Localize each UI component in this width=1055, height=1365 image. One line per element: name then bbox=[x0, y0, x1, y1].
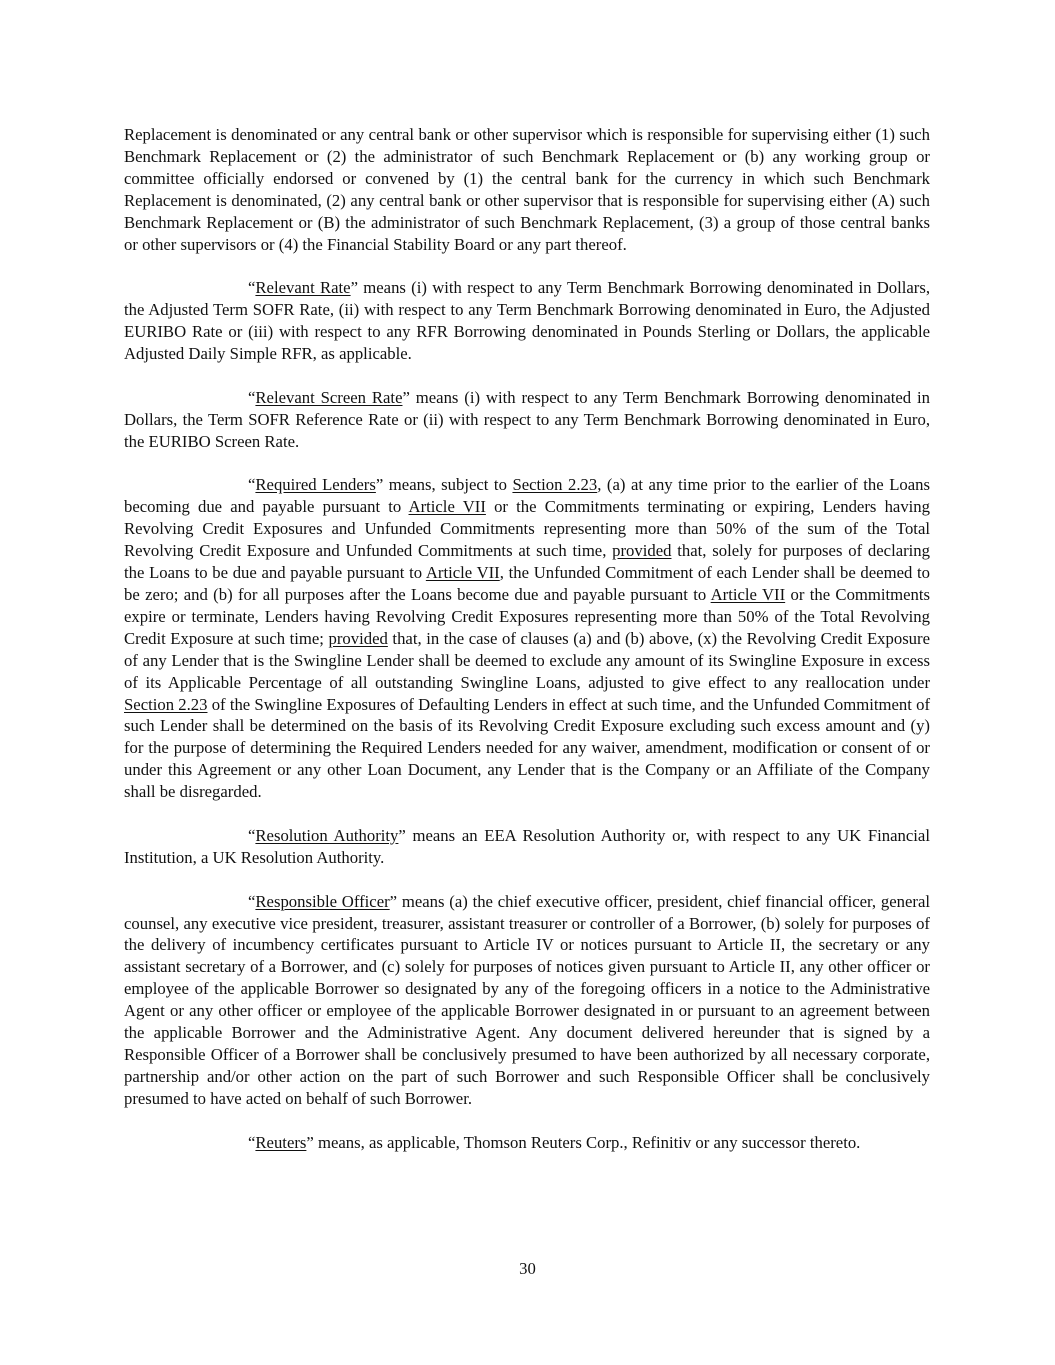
cross-reference: Article VII bbox=[408, 497, 486, 517]
definition-paragraph: “Reuters” means, as applicable, Thomson Reuters Corp., Refinitiv or any successor thereto. bbox=[248, 1132, 861, 1152]
page-number: 30 bbox=[519, 1259, 536, 1278]
continuation-paragraph: Replacement is denominated or any central bank or other supervisor which is responsible for supervising either (1) such Benchmark Replacement or (2) the administrator of such Benchmark Replacement or (b) any working group or committee officially endorsed or convened by (1) the central bank for the currency in which such Benchmark Replacement is denominated, (2) any central bank or other supervisor that is responsible for supervising either (A) such Benchmark Replacement or (B) the administrator of such Benchmark Replacement, (3) a group of those central banks or other supervisors or (4) the Financial Stability Board or any part thereof. bbox=[124, 125, 930, 254]
definition-text: , (a) at any time prior to the earlier of the Loans becoming due and payable pursuant to bbox=[124, 475, 930, 517]
definition-text: or the Commitments terminating or expiring, Lenders having Revolving Credit Exposures and Unfunded Commitments representing more than 50% of the sum of the Total Revolving Credit Exposure and Unfunded Commitments at such time, bbox=[124, 497, 930, 561]
definition-text: ” means (a) the chief executive officer, president, chief financial officer, general counsel, any executive vice president, treasurer, assistant treasurer or controller of a Borrower, (b) solely for purposes of the delivery of incumbency certificates pursuant to Article IV or notices pursuant to Article II, the secretary or any assistant secretary of a Borrower, and (c) solely for purposes of notices given pursuant to Article II, any other officer or employee of the applicable Borrower so designated by any of the foregoing officers in a notice to the Administrative Agent or any other officer or employee of the applicable Borrower designated in or pursuant to an agreement between the applicable Borrower and the Administrative Agent. Any document delivered hereunder that is signed by a Responsible Officer of a Borrower shall be conclusively presumed to have been authorized by all necessary corporate, partnership and/or other action on the part of such Borrower and such Responsible Officer shall be conclusively presumed to have acted on behalf of such Borrower. bbox=[124, 891, 930, 1108]
definition-paragraph: “Responsible Officer” means (a) the chief executive officer, president, chief financial officer, general counsel, any executive vice president, treasurer, assistant treasurer or controller of a Borrower, (b) solely for purposes of the delivery of incumbency certificates pursuant to Article IV or notices pursuant to Article II, the secretary or any assistant secretary of a Borrower, and (c) solely for purposes of notices given pursuant to Article II, any other officer or employee of the applicable Borrower so designated by any of the foregoing officers in a notice to the Administrative Agent or any other officer or employee of the applicable Borrower designated in or pursuant to an agreement between the applicable Borrower and the Administrative Agent. Any document delivered hereunder that is signed by a Responsible Officer of a Borrower shall be conclusively presumed to have been authorized by all necessary corporate, partnership and/or other action on the part of such Borrower and such Responsible Officer shall be conclusively presumed to have acted on behalf of such Borrower. bbox=[124, 891, 930, 1108]
document-page bbox=[124, 124, 930, 1154]
cross-reference: Section 2.23 bbox=[124, 694, 208, 714]
definition-paragraph: “Required Lenders” means, subject to Section 2.23, (a) at any time prior to the earlier of the Loans becoming due and payable pursuant to Article VII or the Commitments terminating or expiring, Lenders having Revolving Credit Exposures and Unfunded Commitments representing more than 50% of the sum of the Total Revolving Credit Exposure and Unfunded Commitments at such time, provided that, solely for purposes of declaring the Loans to be due and payable pursuant to Article VII, the Unfunded Commitment of each Lender shall be deemed to be zero; and (b) for all purposes after the Loans become due and payable pursuant to Article VII or the Commitments expire or terminate, Lenders having Revolving Credit Exposures representing more than 50% of the Total Revolving Credit Exposure at such time; provided that, in the case of clauses (a) and (b) above, (x) the Revolving Credit Exposure of any Lender that is the Swingline Lender shall be deemed to exclude any amount of its Swingline Exposure in excess of its Applicable Percentage of all outstanding Swingline Loans, adjusted to give effect to any reallocation under Section 2.23 of the Swingline Exposures of Defaulting Lenders in effect at such time, and the Unfunded Commitment of such Lender shall be determined on the basis of its Revolving Credit Exposure excluding such excess amount and (y) for the purpose of determining the Required Lenders needed for any waiver, amendment, modification or consent of or under this Agreement or any other Loan Document, any Lender that is the Company or an Affiliate of the Company shall be disregarded. bbox=[124, 475, 931, 802]
defined-term: Reuters bbox=[255, 1132, 307, 1152]
definition-text: ” means (i) with respect to any Term Benchmark Borrowing denominated in Dollars, the Term SOFR Reference Rate or (ii) with respect to any Term Benchmark Borrowing denominated in Euro, the EURIBO Screen Rate. bbox=[124, 387, 930, 451]
definition-text: ” means, as applicable, Thomson Reuters Corp., Refinitiv or any successor thereto. bbox=[306, 1132, 861, 1152]
cross-reference: provided bbox=[328, 628, 388, 648]
definition-text: that, in the case of clauses (a) and (b) above, (x) the Revolving Credit Exposure of any Lender that is the Swingline Lender shall be deemed to exclude any amount of its Swingline Exposure in excess of its Applicable Percentage of all outstanding Swingline Loans, adjusted to give effect to any reallocation under bbox=[124, 628, 930, 692]
definition-text: or the Commitments expire or terminate, Lenders having Revolving Credit Exposures representing more than 50% of the Total Revolving Credit Exposure at such time; bbox=[124, 584, 931, 648]
definition-text: that, solely for purposes of declaring the Loans to be due and payable pursuant to bbox=[124, 541, 930, 583]
definition-text: ” means an EEA Resolution Authority or, with respect to any UK Financial Institution, a UK Resolution Authority. bbox=[124, 825, 930, 867]
definition-paragraph: “Relevant Rate” means (i) with respect to any Term Benchmark Borrowing denominated in Dollars, the Adjusted Term SOFR Rate, (ii) with respect to any Term Benchmark Borrowing denominated in Euro, the Adjusted EURIBO Rate or (iii) with respect to any RFR Borrowing denominated in Pounds Sterling or Dollars, the applicable Adjusted Daily Simple RFR, as applicable. bbox=[124, 278, 930, 364]
defined-term: Resolution Authority bbox=[255, 825, 399, 845]
defined-term: Relevant Rate bbox=[255, 278, 351, 298]
definition-text: , the Unfunded Commitment of each Lender shall be deemed to be zero; and (b) for all purposes after the Loans become due and payable pursuant to bbox=[124, 563, 930, 604]
cross-reference: Article VII bbox=[425, 563, 500, 583]
definition-text: of the Swingline Exposures of Defaulting Lenders in effect at such time, and the Unfunded Commitment of such Lender shall be determined on the basis of its Revolving Credit Exposure excluding such excess amount and (y) for the purpose of determining the Required Lenders needed for any waiver, amendment, modification or consent of or under this Agreement or any other Loan Document, any Lender that is the Company or an Affiliate of the Company shall be disregarded. bbox=[124, 694, 930, 802]
defined-term: Responsible Officer bbox=[255, 891, 390, 911]
definition-text: ” means, subject to bbox=[375, 475, 513, 495]
definition-text: ” means (i) with respect to any Term Benchmark Borrowing denominated in Dollars, the Adjusted Term SOFR Rate, (ii) with respect to any Term Benchmark Borrowing denominated in Euro, the Adjusted EURIBO Rate or (iii) with respect to any RFR Borrowing denominated in Pounds Sterling or Dollars, the applicable Adjusted Daily Simple RFR, as applicable. bbox=[124, 278, 930, 364]
defined-term: Relevant Screen Rate bbox=[255, 387, 403, 407]
defined-term: Required Lenders bbox=[255, 475, 376, 495]
cross-reference: Section 2.23 bbox=[512, 475, 598, 495]
cross-reference: Article VII bbox=[710, 584, 786, 604]
definition-paragraph: “Relevant Screen Rate” means (i) with respect to any Term Benchmark Borrowing denominated in Dollars, the Term SOFR Reference Rate or (ii) with respect to any Term Benchmark Borrowing denominated in Euro, the EURIBO Screen Rate. bbox=[124, 387, 930, 451]
definition-paragraph: “Resolution Authority” means an EEA Resolution Authority or, with respect to any UK Financial Institution, a UK Resolution Authority. bbox=[124, 825, 930, 867]
definitions-list bbox=[124, 277, 930, 1153]
cross-reference: provided bbox=[612, 541, 672, 561]
